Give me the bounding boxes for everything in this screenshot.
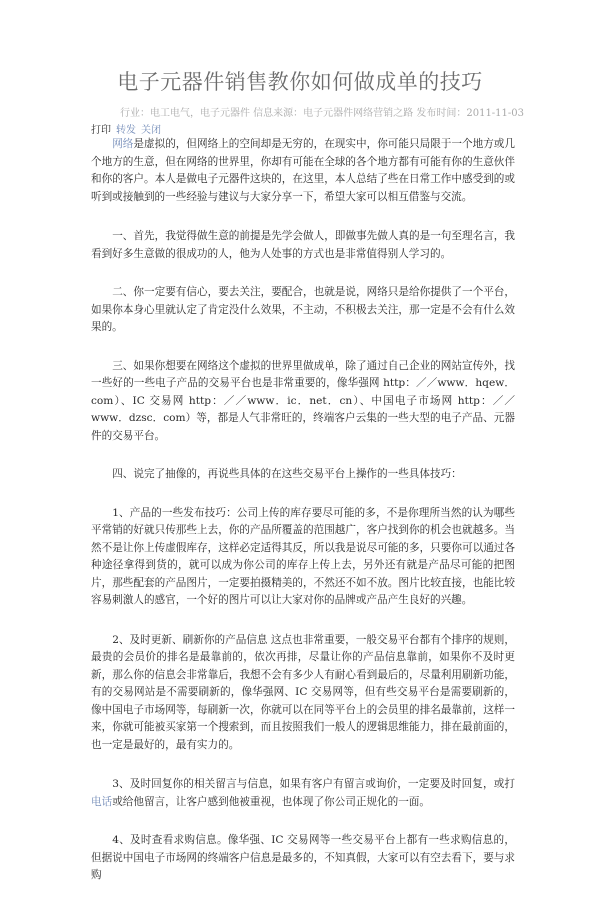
article-meta: 行业：电工电气，电子元器件 信息来源：电子元器件网络营销之路 发布时间：2011-11-03 [120, 108, 525, 119]
paragraph-3: 三、如果你想要在网络这个虚拟的世界里做成单，除了通过自己企业的网站宣传外，找一些好的一些电子产品的交易平台也是非常重要的，像华强网 http：／／www．hqew．com）、IC 交易网 http：／／www．ic．net．cn）、中国电子市场网 http：／／www．dzsc．com）等，都是人气非常旺的，终端客户云集的一些大型的电子产品、元器件的交易平台。 [91, 359, 515, 442]
article-title: 电子元器件销售教你如何做成单的技巧 [117, 70, 483, 94]
article-actions [91, 121, 166, 136]
network-link[interactable]: 网络 [112, 138, 134, 150]
paragraph-tip-4: 4、及时查看求购信息。像华强、IC 交易网等一些交易平台上都有一些求购信息的，但据说中国电子市场网的终端客户信息是最多的，不知真假，大家可以有空去看下，要与求购 [91, 834, 515, 881]
paragraph-tip-1: 1、产品的一些发布技巧：公司上传的库存要尽可能的多，不是你理所当然的认为哪些平常销的好就只传那些上去，你的产品所覆盖的范围越广，客户找到你的机会也就越多。当然不是让你上传虚假库存，这样必定适得其反，所以我是说尽可能的多，只要你可以通过各种途径拿得到货的，就可以成为你公司的库存上传上去，另外还有就是产品尽可能的把图片，那些配套的产品图片，一定要拍摄精美的，不然还不如不放。图片比较直接，也能比较容易刺激人的感官，一个好的图片可以让大家对你的品牌或产品产生良好的兴趣。 [91, 506, 515, 606]
paragraph-1: 一、首先，我觉得做生意的前提是先学会做人，即做事先做人真的是一句至理名言，我看到好多生意做的很成功的人，他为人处事的方式也是非常值得别人学习的。 [91, 230, 515, 260]
close-link[interactable]: 关闭 [141, 125, 161, 136]
paragraph-intro: 网络是虚拟的，但网络上的空间却是无穷的，在现实中，你可能只局限于一个地方或几个地方的生意，但在网络的世界里，你却有可能在全球的各个地方都有可能有你的生意伙伴和你的客户。本人是做电子元器件这块的，在这里，本人总结了些在日常工作中感受到的或听到或接触到的一些经验与建议与大家分享一下，希望大家可以相互借鉴与交流。 [91, 138, 515, 203]
paragraph-4: 四、说完了抽像的，再说些具体的在这些交易平台上操作的一些具体技巧： [112, 468, 462, 480]
paragraph-tip-3: 3、及时回复你的相关留言与信息，如果有客户有留言或询价，一定要及时回复，或打电话或给他留言，让客户感到他被重视，也体现了你公司正规化的一面。 [91, 778, 515, 808]
forward-link[interactable]: 转发 [116, 125, 136, 136]
article-body [91, 136, 515, 906]
paragraph-2: 二、你一定要有信心，要去关注，要配合，也就是说，网络只是给你提供了一个平台，如果你本身心里就认定了肯定没什么效果，不主动，不积极去关注，那一定是不会有什么效果的。 [91, 286, 515, 333]
paragraph-tip-2: 2、及时更新、刷新你的产品信息 这点也非常重要，一般交易平台都有个排序的规则，最贵的会员价的排名是最靠前的，依次再排，尽量让你的产品信息靠前，如果你不及时更新，那么你的信息会非常靠后，我想不会有多少人有耐心看到最后的，尽量利用刷新功能，有的交易网站是不需要刷新的，像华强网、IC 交易网等，但有些交易平台是需要刷新的，像中国电子市场网等，每刷新一次，你就可以在同等平台上的会员里的排名最靠前，这样一来，你就可能被买家第一个搜索到，而且按照我们一般人的逻辑思维能力，排在最前面的，也一定是最好的，最有实力的。 [91, 633, 515, 751]
print-link[interactable]: 打印 [91, 125, 111, 136]
phone-link[interactable]: 电话 [91, 795, 113, 808]
